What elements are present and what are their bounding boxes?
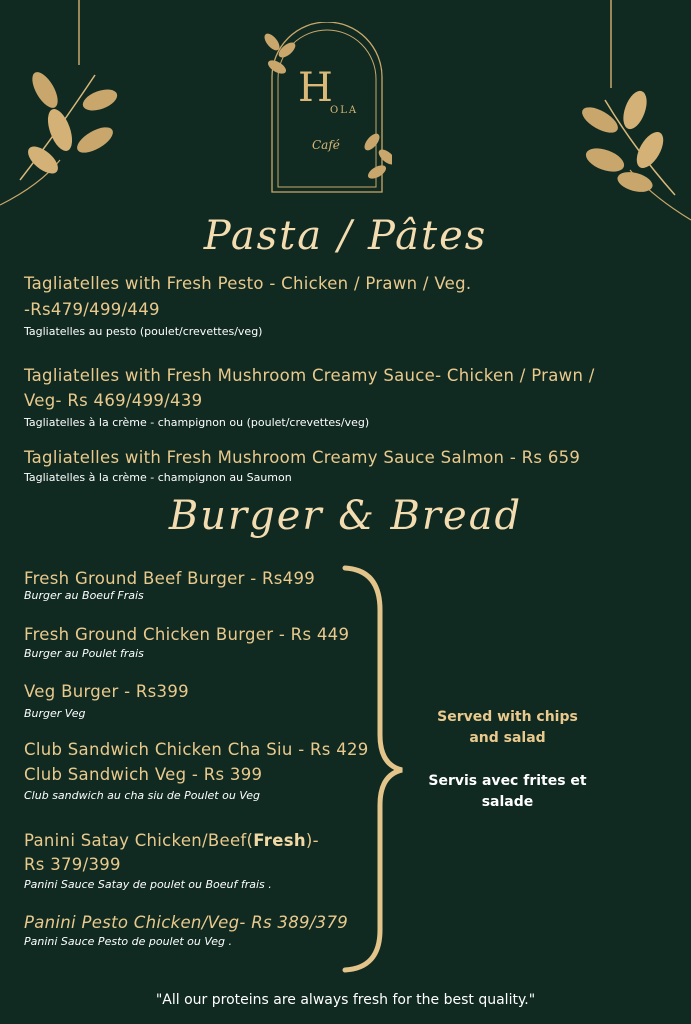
logo-name: OLA bbox=[330, 105, 359, 116]
menu-item-french: Tagliatelles à la crème - champignon ou (poulet/crevettes/veg) bbox=[24, 416, 370, 429]
menu-item-french: Burger au Boeuf Frais bbox=[24, 589, 144, 602]
menu-item-name: Tagliatelles with Fresh Mushroom Creamy Sauce- Chicken / Prawn / bbox=[24, 366, 595, 385]
menu-item-french: Burger au Poulet frais bbox=[24, 647, 144, 660]
menu-item-name: Tagliatelles with Fresh Mushroom Creamy Sauce Salmon - Rs 659 bbox=[24, 448, 581, 467]
menu-item-name-2: Club Sandwich Veg - Rs 399 bbox=[24, 765, 263, 784]
menu-item-french: Burger Veg bbox=[24, 707, 86, 720]
menu-item-price: Veg- Rs 469/499/439 bbox=[24, 391, 203, 410]
menu-item-name: Panini Pesto Chicken/Veg- Rs 389/379 bbox=[24, 913, 349, 932]
menu-item-french: Tagliatelles au pesto (poulet/crevettes/veg) bbox=[24, 325, 263, 338]
footer-note: "All our proteins are always fresh for the best quality." bbox=[155, 992, 536, 1008]
menu-item-name: Fresh Ground Beef Burger - Rs499 bbox=[24, 569, 316, 588]
menu-item-name: Club Sandwich Chicken Cha Siu - Rs 429 bbox=[24, 740, 369, 759]
logo-letter: H bbox=[298, 65, 333, 111]
menu-item-name: Veg Burger - Rs399 bbox=[24, 682, 189, 701]
menu-item-price: Rs 379/399 bbox=[24, 855, 121, 874]
menu-item-name: Tagliatelles with Fresh Pesto - Chicken / Prawn / Veg. bbox=[24, 274, 472, 293]
served-with-fr: Servis avec frites et salade bbox=[428, 773, 587, 810]
leaf-branch-left-icon bbox=[15, 55, 120, 185]
menu-item-french: Panini Sauce Pesto de poulet ou Veg . bbox=[24, 935, 232, 948]
brace-icon bbox=[340, 560, 410, 980]
menu-item-french: Panini Sauce Satay de poulet ou Boeuf frais . bbox=[24, 878, 272, 891]
served-with-en: Served with chips and salad bbox=[437, 709, 578, 746]
menu-item-name: Panini Satay Chicken/Beef(Fresh)- bbox=[24, 831, 319, 850]
menu-item-french: Tagliatelles à la crème - champignon au Saumon bbox=[24, 471, 292, 484]
logo-subtitle: Café bbox=[312, 138, 340, 152]
menu-item-name: Fresh Ground Chicken Burger - Rs 449 bbox=[24, 625, 350, 644]
section-title-burger: Burger & Bread bbox=[168, 493, 523, 539]
menu-item-french: Club sandwich au cha siu de Poulet ou Veg bbox=[24, 789, 260, 802]
leaf-branch-right-icon bbox=[575, 80, 685, 200]
menu-item-price: -Rs479/499/449 bbox=[24, 300, 160, 319]
section-title-pasta: Pasta / Pâtes bbox=[203, 213, 488, 259]
